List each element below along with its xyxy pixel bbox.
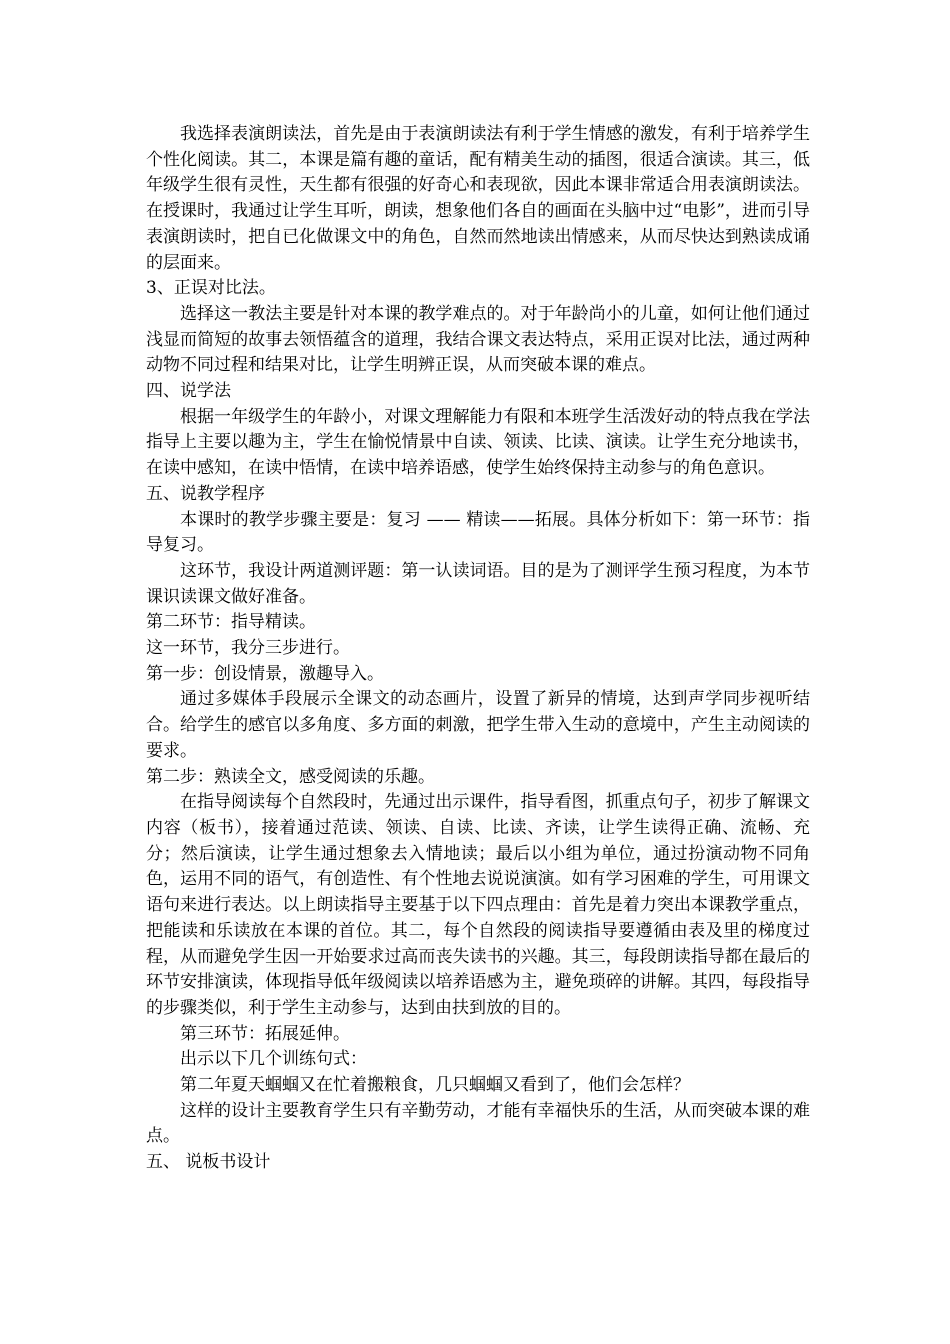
heading-board-design: 五、 说板书设计 xyxy=(146,1152,271,1173)
heading-step-one: 第一步：创设情景，激趣导入。 xyxy=(146,663,384,684)
line-three-steps: 这一环节，我分三步进行。 xyxy=(146,638,350,659)
heading-contrast-method: 3、正误对比法。 xyxy=(146,278,276,299)
paragraph-teaching-steps: 本课时的教学步骤主要是：复习 —— 精读——拓展。具体分析如下：第一环节：指导复习。 xyxy=(146,509,810,556)
paragraph-contrast-method: 选择这一教法主要是针对本课的教学难点的。对于年龄尚小的儿童，如何让他们通过浅显而简短的故事去领悟蕴含的道理，我结合课文表达特点，采用正误对比法，通过两种动物不同过程和结果对比，让学生明辨正误，从而突破本课的难点。 xyxy=(146,303,810,376)
heading-teaching-procedure: 五、说教学程序 xyxy=(146,483,265,504)
paragraph-performance-reading: 我选择表演朗读法，首先是由于表演朗读法有利于学生情感的激发，有利于培养学生个性化阅读。其二，本课是篇有趣的童话，配有精美生动的插图，很适合演读。其三，低年级学生很有灵性，天生都有很强的好奇心和表现欲，因此本课非常适合用表演朗读法。在授课时，我通过让学生耳听，朗读，想象他们各自的画面在头脑中过“电影”，进而引导表演朗读时，把自已化做课文中的角色，自然而然地读出情感来，从而尽快达到熟读成诵的层面来。 xyxy=(146,124,810,273)
heading-step-two: 第二步：熟读全文，感受阅读的乐趣。 xyxy=(146,766,435,787)
paragraph-step-one: 通过多媒体手段展示全课文的动态画片，设置了新异的情境，达到声学同步视听结合。给学生的感官以多角度、多方面的刺激，把学生带入生动的意境中，产生主动阅读的要求。 xyxy=(146,689,810,761)
line-sample-sentence: 第二年夏天蝈蝈又在忙着搬粮食，几只蝈蝈又看到了，他们会怎样？ xyxy=(180,1075,690,1096)
document-page xyxy=(146,122,810,1176)
heading-second-stage: 第二环节：指导精读。 xyxy=(146,612,316,633)
paragraph-step-two: 在指导阅读每个自然段时，先通过出示课件，指导看图，抓重点句子，初步了解课文内容（板书），接着通过范读、领读、自读、比读、齐读，让学生读得正确、流畅、充分；然后演读，让学生通过想象去入情地读；最后以小组为单位，通过扮演动物不同角色，运用不同的语气，有创造性、有个性地去说说演演。如有学习困难的学生，可用课文语句来进行表达。以上朗读指导主要基于以下四点理由：首先是着力突出本课教学重点，把能读和乐读放在本课的首位。其二，每个自然段的阅读指导要遵循由表及里的梯度过程，从而避免学生因一开始要求过高而丧失读书的兴趣。其三，每段朗读指导都在最后的环节安排演读，体现指导低年级阅读以培养语感为主，避免琐碎的讲解。其四，每段指导的步骤类似，利于学生主动参与，达到由扶到放的目的。 xyxy=(146,792,810,1018)
paragraph-learning-method: 根据一年级学生的年龄小，对课文理解能力有限和本班学生活泼好动的特点我在学法指导上主要以趣为主，学生在愉悦情景中自读、领读、比读、演读。让学生充分地读书，在读中感知，在读中悟情，在读中培养语感，使学生始终保持主动参与的角色意识。 xyxy=(146,406,810,479)
paragraph-review-step: 这环节，我设计两道测评题：第一认读词语。目的是为了测评学生预习程度，为本节课识读课文做好准备。 xyxy=(146,560,810,607)
line-training-sentences: 出示以下几个训练句式： xyxy=(180,1049,367,1070)
paragraph-design-purpose: 这样的设计主要教育学生只有辛勤劳动，才能有幸福快乐的生活，从而突破本课的难点。 xyxy=(146,1100,810,1147)
heading-third-stage: 第三环节：拓展延伸。 xyxy=(180,1023,350,1044)
heading-learning-method: 四、说学法 xyxy=(146,381,231,402)
